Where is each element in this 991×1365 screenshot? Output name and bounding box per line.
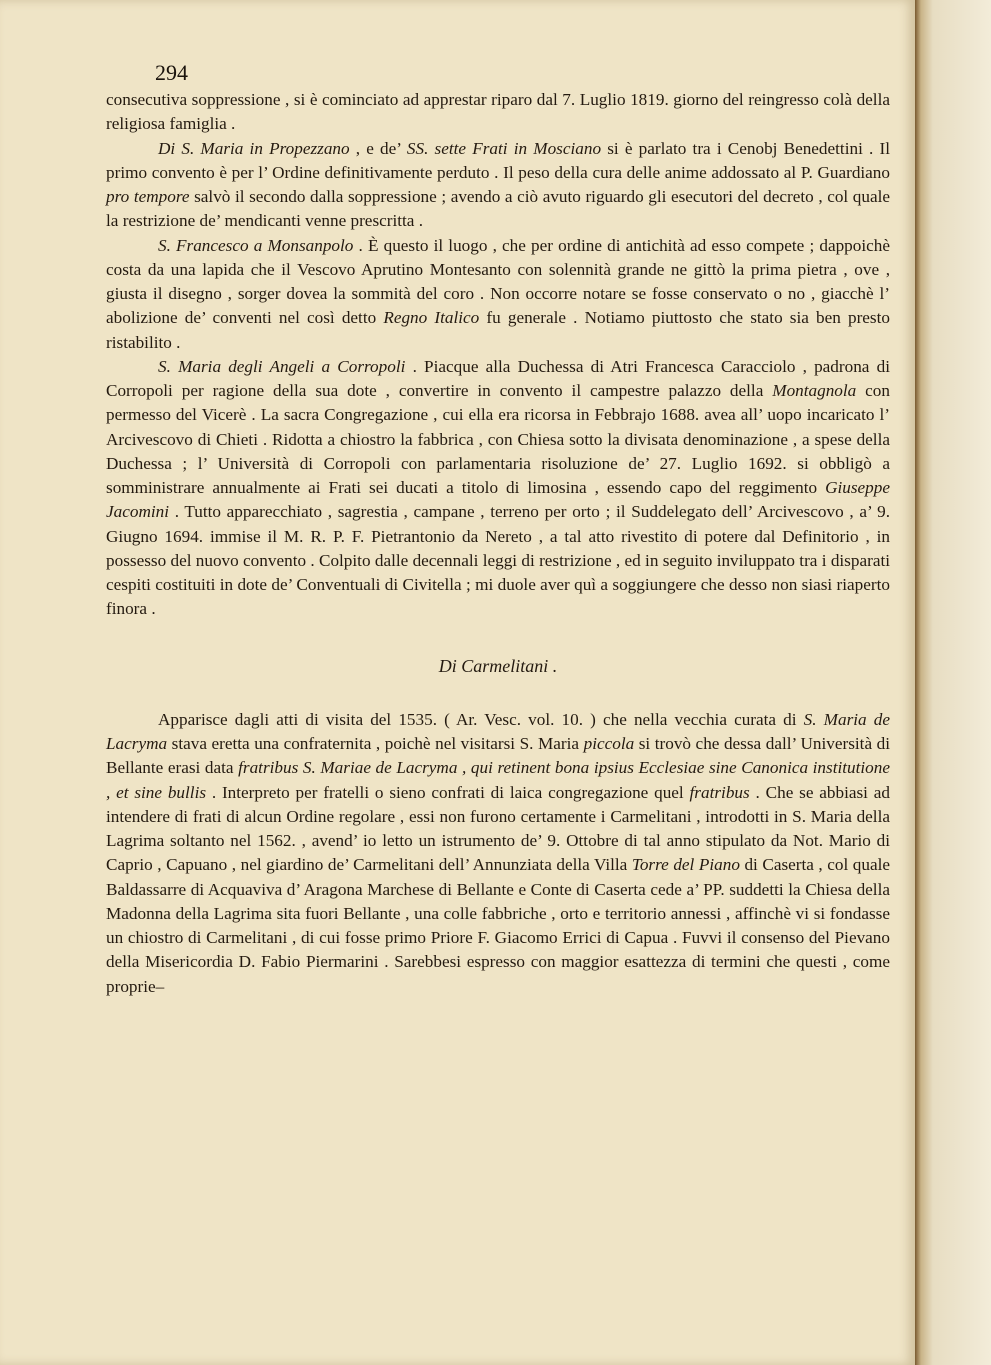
text-run: stava eretta una confraternita , poichè nel visitarsi S. Maria [167,734,584,753]
text-run: consecutiva soppressione , si è cominciato ad apprestar riparo dal 7. Luglio 1819. giorno del reingresso colà della religiosa famiglia . [106,90,890,134]
italic-text-run: piccola [583,734,635,753]
section-carmelites [106,708,890,999]
page-gutter-edge [915,0,991,1365]
text-run: si trovò che dessa dall’ Università di Bellante erasi data [106,734,890,778]
italic-text-run: Giuseppe Jacomini [106,478,890,522]
text-run: salvò il secondo dalla soppressione ; avendo a ciò avuto riguardo gli esecutori del decreto , col quale la restrizione de’ mendicanti venne prescritta . [106,187,891,231]
paragraph [106,137,890,234]
text-run: . È questo il luogo , che per ordine di antichità ad esso compete ; dappoichè costa da una lapida che il Vescovo Aprutino Montesanto con solennità grande ne gittò la prima pietra , ove , giusta il disegno , sorger dovea la sommità del coro . Non occorre notare se fosse conservato o no , giacchè l’ abolizione de’ conventi nel così detto [106,235,890,328]
italic-text-run: SS. sette Frati in Mosciano [406,138,602,158]
italic-text-run: fratribus [689,782,750,802]
text-run: fu generale . Notiamo piuttosto che stato sia ben presto ristabilito . [106,308,890,352]
italic-text-run: Regno Italico [383,308,480,328]
section-heading: Di Carmelitani . [438,655,558,676]
text-run: . Piacque alla Duchessa di Atri Francesca Caracciolo , padrona di Corropoli per ragione della sua dote , convertire in convento il campestre palazzo della [106,356,890,400]
italic-text-run: fratribus S. Mariae de Lacryma , qui retinent bona ipsius Ecclesiae sine Canonica institutione , et sine bullis [106,758,890,802]
italic-text-run: Torre del Piano [631,855,740,875]
section-franciscans [106,88,890,622]
italic-text-run: S. Maria degli Angeli a Corropoli [158,356,406,376]
text-run: si è parlato tra i Cenobj Benedettini . Il primo convento è per l’ Ordine definitivamente perduto . Il peso della cura delle anime addossato al P. Guardiano [106,138,890,182]
text-run: con permesso del Vicerè . La sacra Congregazione , cui ella era ricorsa in Febbrajo 1688. avea all’ uopo incaricato l’ Arcivescovo di Chieti . Ridotta a chiostro la fabbrica , con Chiesa sotto la divisata denominazione , a spese della Duchessa ; l’ Università di Corropoli con parlamentaria risoluzione de’ 27. Luglio 1692. si obbligò a somministrare annualmente ai Frati sei ducati a titolo di limosina , essendo capo del reggimento [106,381,890,497]
text-run: . Interpreto per fratelli o sieno confrati di laica congregazione quel [206,782,690,802]
body-text [106,88,890,999]
text-run: , e de’ [349,138,407,158]
paragraph [106,234,890,355]
italic-text-run: S. Maria de Lacryma [106,709,890,753]
text-run: di Caserta , col quale Baldassarre di Acquaviva d’ Aragona Marchese di Bellante e Conte di Caserta cede a’ PP. suddetti la Chiesa della Madonna della Lagrima sita fuori Bellante , una colle fabbriche , orto e territorio annessi , affinchè vi si fondasse un chiostro di Carmelitani , di cui fosse primo Priore F. Giacomo Errici di Capua . Fuvvi il consenso del Pievano della Misericordia D. Fabio Piermarini . Sarebbesi espresso con maggior esattezza di termini che questi , come proprie– [106,855,890,996]
page-number: 294 [155,60,188,85]
paragraph [106,708,890,999]
text-run: . Che se abbiasi ad intendere di frati di alcun Ordine regolare , essi non furono certamente i Carmelitani , introdotti in S. Maria della Lagrima soltanto nel 1562. , avend’ io letto un istrumento de’ 9. Ottobre di tal anno stipulato da Not. Mario di Caprio , Capuano , nel giardino de’ Carmelitani dell’ Annunziata della Villa [106,782,890,875]
paragraph [106,88,890,137]
text-run: . Tutto apparecchiato , sagrestia , campane , terreno per orto ; il Suddelegato dell’ Arcivescovo , a’ 9. Giugno 1694. immise il M. R. P. F. Pietrantonio da Nereto , a tal atto rivestito di potere dal Definitorio , in possesso del nuovo convento . Colpito dalle decennali leggi di restrizione , ed in seguito inviluppato tra i disparati cespiti costituiti in dote de’ Conventuali di Civitella ; mi duole aver quì a soggiungere che desso non siasi riaperto finora . [106,502,890,619]
paragraph [106,355,890,622]
italic-text-run: S. Francesco a Monsanpolo [158,235,354,255]
italic-text-run: Di S. Maria in Propezzano [158,138,350,158]
italic-text-run: Montagnola [772,381,857,400]
text-run: Apparisce dagli atti di visita del 1535. ( Ar. Vesc. vol. 10. ) che nella vecchia curata di [158,709,804,729]
italic-text-run: pro tempore [106,187,190,206]
